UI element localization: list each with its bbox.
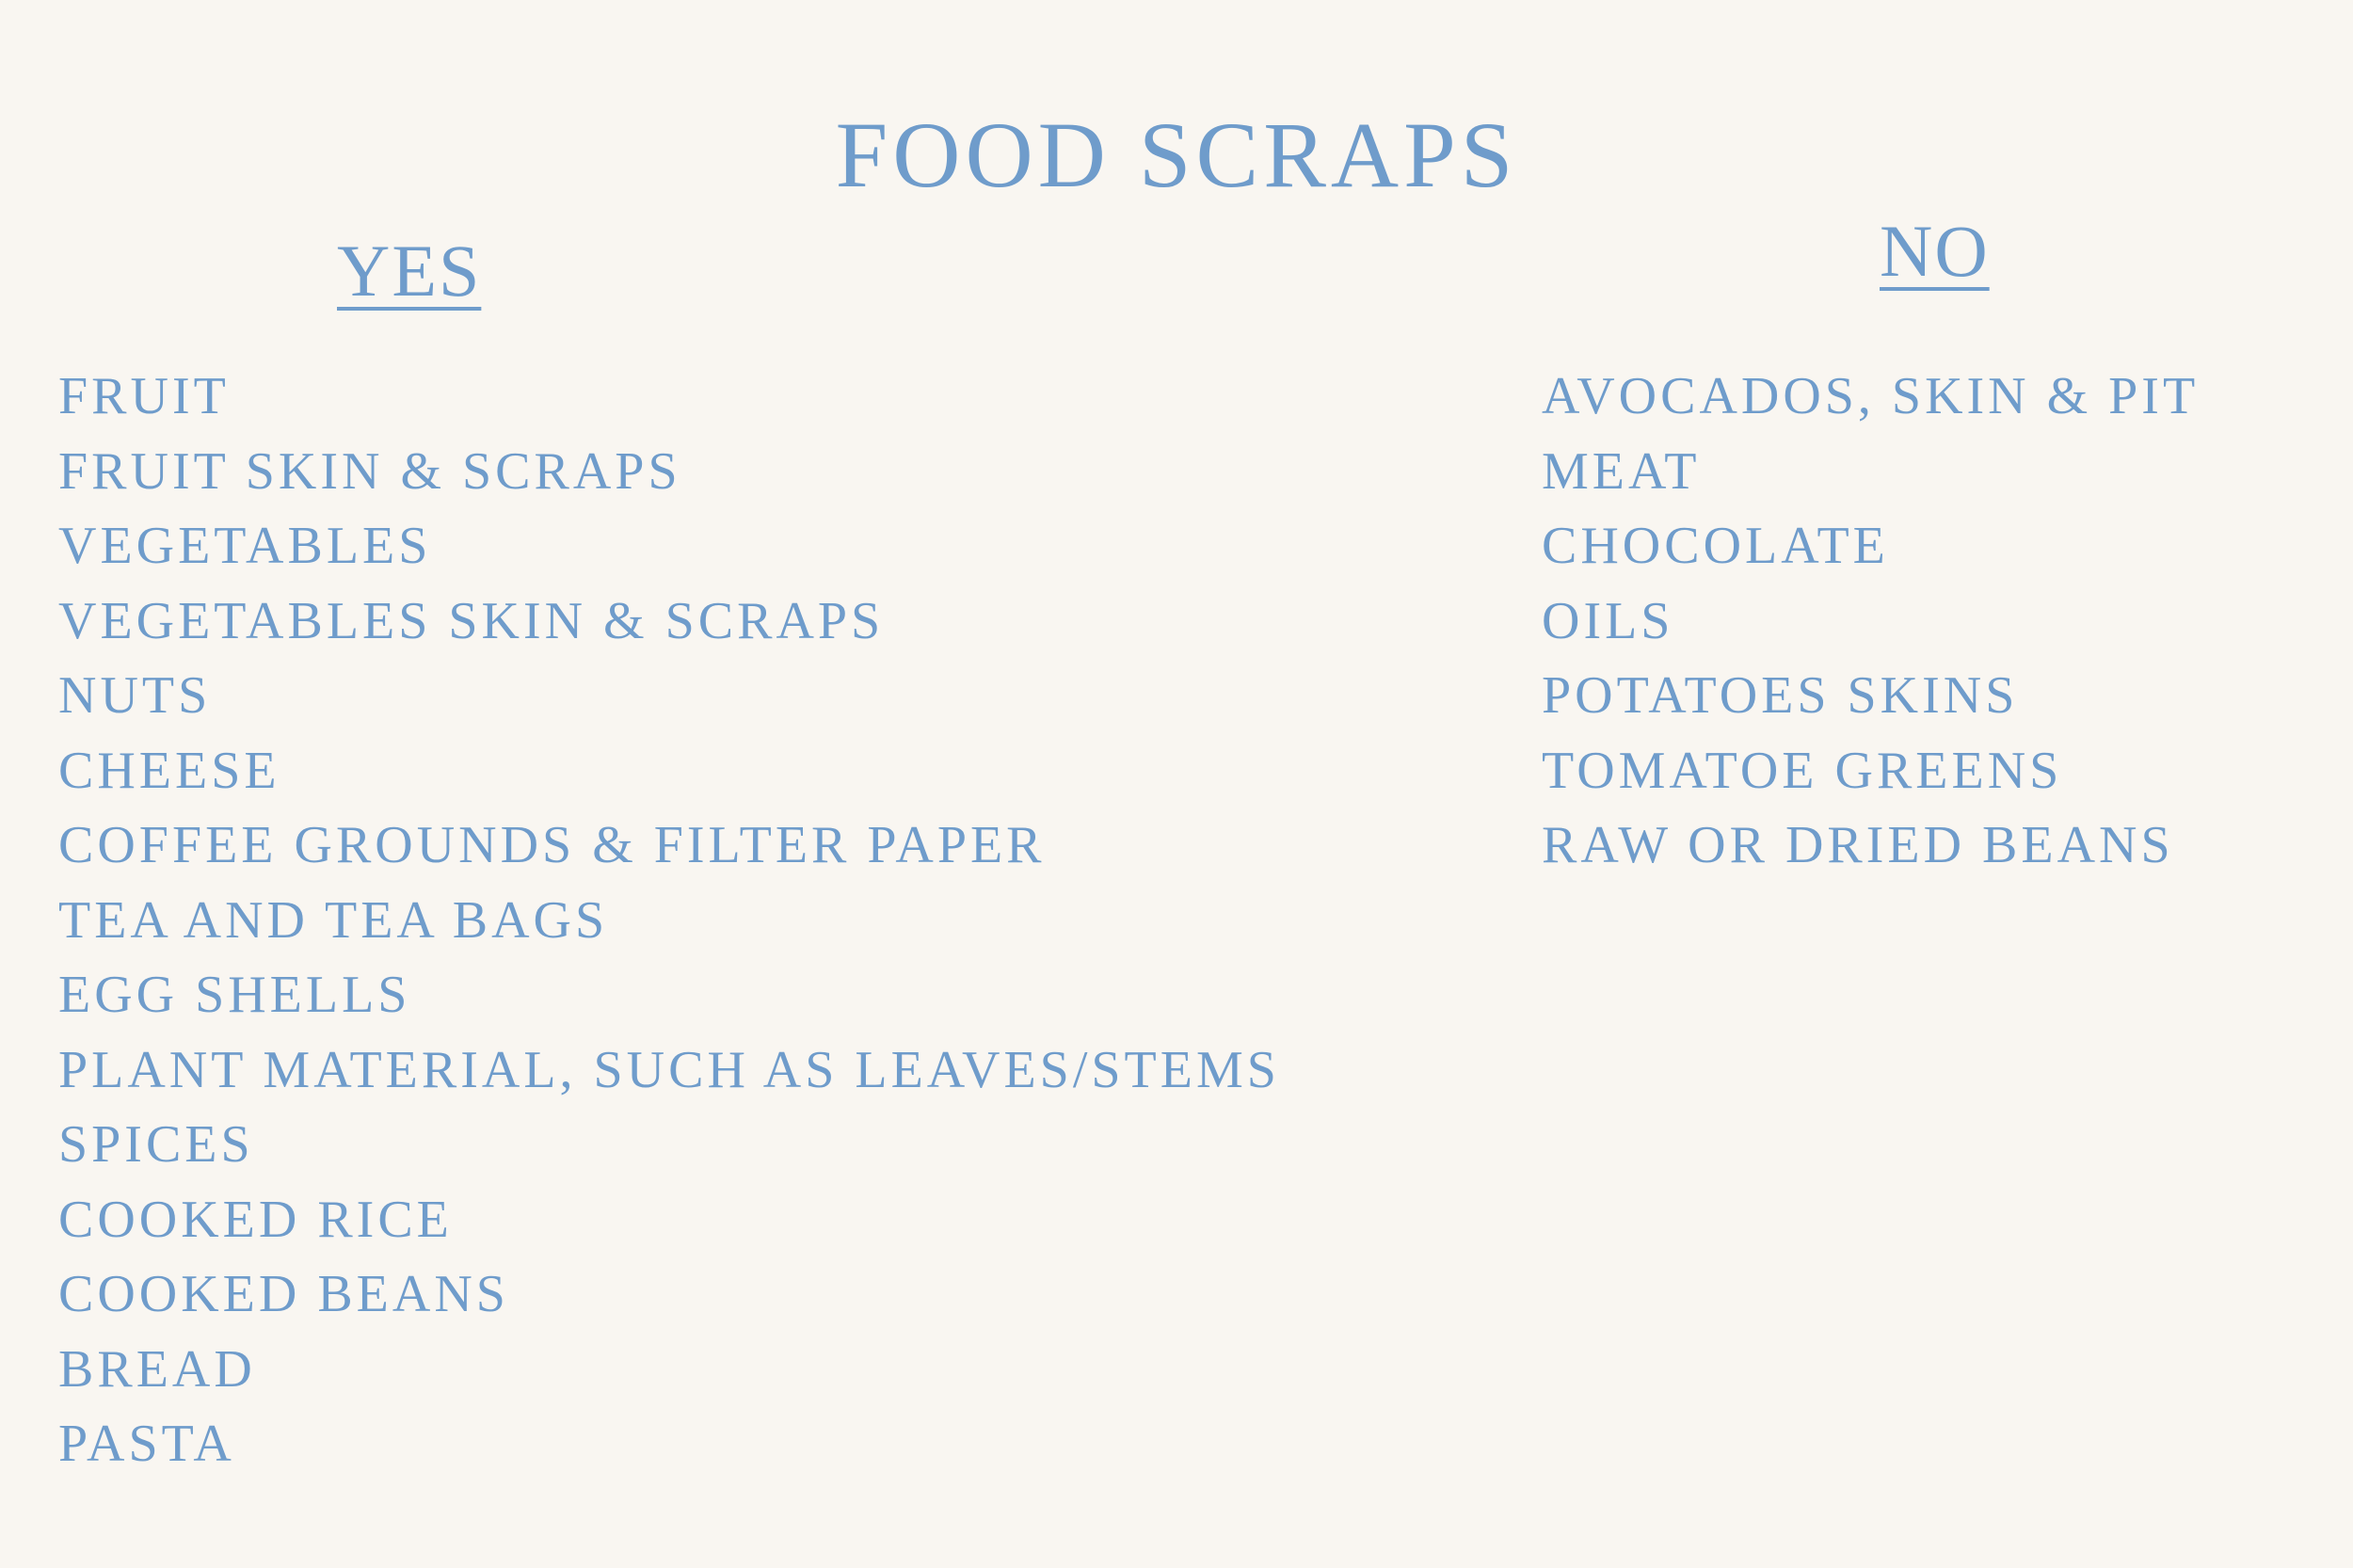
list-item: SPICES	[58, 1115, 254, 1174]
list-item: COOKED BEANS	[58, 1265, 509, 1323]
no-list	[1542, 360, 2199, 884]
list-item: EGG SHELLS	[58, 966, 411, 1024]
list-item: CHOCOLATE	[1542, 517, 1889, 575]
list-item: TOMATOE GREENS	[1542, 741, 2063, 800]
list-item: CHEESE	[58, 741, 280, 800]
list-item: OILS	[1542, 591, 1674, 650]
list-item: NUTS	[58, 666, 212, 725]
list-item: COOKED RICE	[58, 1190, 453, 1249]
list-item: COFFEE GROUNDS & FILTER PAPER	[58, 816, 1046, 874]
page-title: FOOD SCRAPS	[835, 103, 1518, 207]
list-item: RAW OR DRIED BEANS	[1542, 816, 2174, 874]
list-item: MEAT	[1542, 441, 1701, 501]
yes-heading: YES	[337, 230, 482, 312]
no-heading: NO	[1880, 210, 1990, 292]
list-item: FRUIT	[58, 367, 230, 425]
list-item: VEGETABLES SKIN & SCRAPS	[58, 591, 885, 650]
list-item: PLANT MATERIAL, SUCH AS LEAVES/STEMS	[58, 1040, 1280, 1099]
list-item: BREAD	[58, 1339, 256, 1399]
list-item: VEGETABLES	[58, 517, 432, 575]
yes-list	[58, 360, 1280, 1482]
list-item: PASTA	[58, 1415, 235, 1473]
list-item: FRUIT SKIN & SCRAPS	[58, 441, 681, 501]
list-item: POTATOES SKINS	[1542, 666, 2019, 725]
list-item: AVOCADOS, SKIN & PIT	[1542, 367, 2200, 425]
list-item: TEA AND TEA BAGS	[58, 890, 609, 950]
